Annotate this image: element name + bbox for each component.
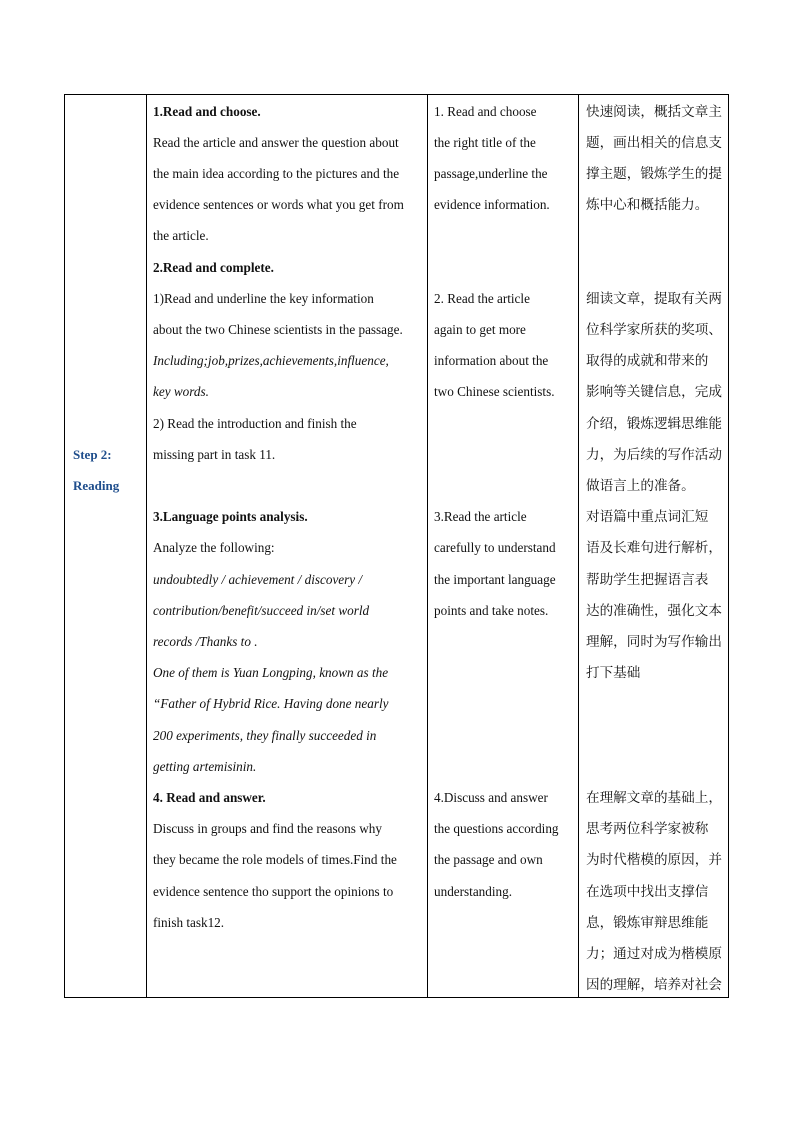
purpose-2-text: two Chinese scientists.	[434, 384, 555, 399]
activity-4-text: finish task12.	[153, 915, 225, 930]
intention-3-text: 理解，同时为写作输出	[586, 634, 722, 650]
intention-3-text: 语及长难句进行解析，	[586, 540, 722, 556]
purpose-4-text: understanding.	[434, 884, 513, 899]
purpose-3-text: 3.Read the article	[434, 509, 527, 524]
purpose-2-text: information about the	[434, 353, 549, 368]
purpose-2-text: again to get more	[434, 322, 526, 337]
activity-4-text: evidence sentence tho support the opinions to	[153, 884, 394, 899]
activity-2-text: 1)Read and underline the key information	[153, 291, 374, 306]
intention-4-text: 为时代楷模的原因，并	[586, 852, 722, 868]
purpose-4-text: the passage and own	[434, 852, 543, 867]
intention-2-text: 做语言上的准备。	[586, 478, 695, 494]
purpose-4-text: 4.Discuss and answer	[434, 790, 548, 805]
activity-1-text: Read the article and answer the question about	[153, 135, 399, 150]
intention-4-text: 因的理解，培养对社会	[586, 977, 722, 993]
activity-2-keywords: Including;job,prizes,achievements,influence,	[153, 353, 389, 368]
intention-4-text: 在选项中找出支撑信	[586, 884, 709, 900]
intention-4-text: 在理解文章的基础上，	[586, 790, 722, 806]
intention-3-text: 帮助学生把握语言表	[586, 572, 709, 588]
intention-3-text: 对语篇中重点词汇短	[586, 509, 709, 525]
intention-4-text: 力；通过对成为楷模原	[586, 946, 722, 962]
activity-2-text: missing part in task 11.	[153, 447, 276, 462]
activity-1-text: evidence sentences or words what you get from	[153, 197, 404, 212]
purpose-1-text: passage,underline the	[434, 166, 548, 181]
intention-column	[579, 95, 730, 997]
intention-2-text: 影响等关键信息，完成	[586, 384, 722, 400]
step-subtitle: Reading	[73, 478, 120, 493]
purpose-1-text: evidence information.	[434, 197, 550, 212]
intention-2-text: 位科学家所获的奖项、	[586, 322, 722, 338]
purpose-1-text: 1. Read and choose	[434, 104, 537, 119]
activity-2-text: 2) Read the introduction and finish the	[153, 416, 357, 431]
activity-4-text: they became the role models of times.Find the	[153, 852, 397, 867]
intention-1-text: 题，画出相关的信息支	[586, 135, 722, 151]
activity-3-example: One of them is Yuan Longping, known as the	[153, 665, 389, 680]
step-title: Step 2:	[73, 447, 112, 462]
activity-2-keywords: key words.	[153, 384, 209, 399]
purpose-3-text: carefully to understand	[434, 540, 556, 555]
intention-2-text: 细读文章，提取有关两	[586, 291, 722, 307]
lesson-plan-table	[64, 94, 729, 998]
step-label	[73, 439, 119, 501]
activity-3-item: contribution/benefit/succeed in/set world	[153, 603, 370, 618]
activity-2-text: about the two Chinese scientists in the passage.	[153, 322, 403, 337]
activity-3-example: getting artemisinin.	[153, 759, 257, 774]
activity-2-heading: 2.Read and complete.	[153, 260, 274, 275]
purpose-3-text: the important language	[434, 572, 556, 587]
purpose-2-text: 2. Read the article	[434, 291, 530, 306]
purpose-4-text: the questions according	[434, 821, 559, 836]
activity-1-text: the article.	[153, 228, 209, 243]
purpose-1-text: the right title of the	[434, 135, 536, 150]
intention-2-text: 力，为后续的写作活动	[586, 447, 722, 463]
activities-column	[147, 95, 428, 997]
intention-4-text: 息，锻炼审辩思维能	[586, 915, 709, 931]
intention-3-text: 达的准确性，强化文本	[586, 603, 722, 619]
intention-1-text: 撑主题，锻炼学生的提	[586, 166, 722, 182]
purpose-3-text: points and take notes.	[434, 603, 549, 618]
activity-1-heading: 1.Read and choose.	[153, 104, 261, 119]
activity-3-example: 200 experiments, they finally succeeded in	[153, 728, 377, 743]
purpose-column	[428, 95, 579, 997]
intention-2-text: 取得的成就和带来的	[586, 353, 709, 369]
intention-1-text: 快速阅读，概括文章主	[586, 104, 722, 120]
activity-3-item: undoubtedly / achievement / discovery /	[153, 572, 363, 587]
step-column	[65, 95, 147, 997]
intention-1-text: 炼中心和概括能力。	[586, 197, 709, 213]
activity-3-heading: 3.Language points analysis.	[153, 509, 308, 524]
activity-4-heading: 4. Read and answer.	[153, 790, 266, 805]
activity-3-item: records /Thanks to .	[153, 634, 258, 649]
activity-3-intro: Analyze the following:	[153, 540, 275, 555]
activity-1-text: the main idea according to the pictures and the	[153, 166, 400, 181]
activity-4-text: Discuss in groups and find the reasons why	[153, 821, 382, 836]
intention-4-text: 思考两位科学家被称	[586, 821, 709, 837]
intention-3-text: 打下基础	[586, 665, 641, 681]
activity-3-example: “Father of Hybrid Rice. Having done nearly	[153, 696, 389, 711]
intention-2-text: 介绍，锻炼逻辑思维能	[586, 416, 722, 432]
